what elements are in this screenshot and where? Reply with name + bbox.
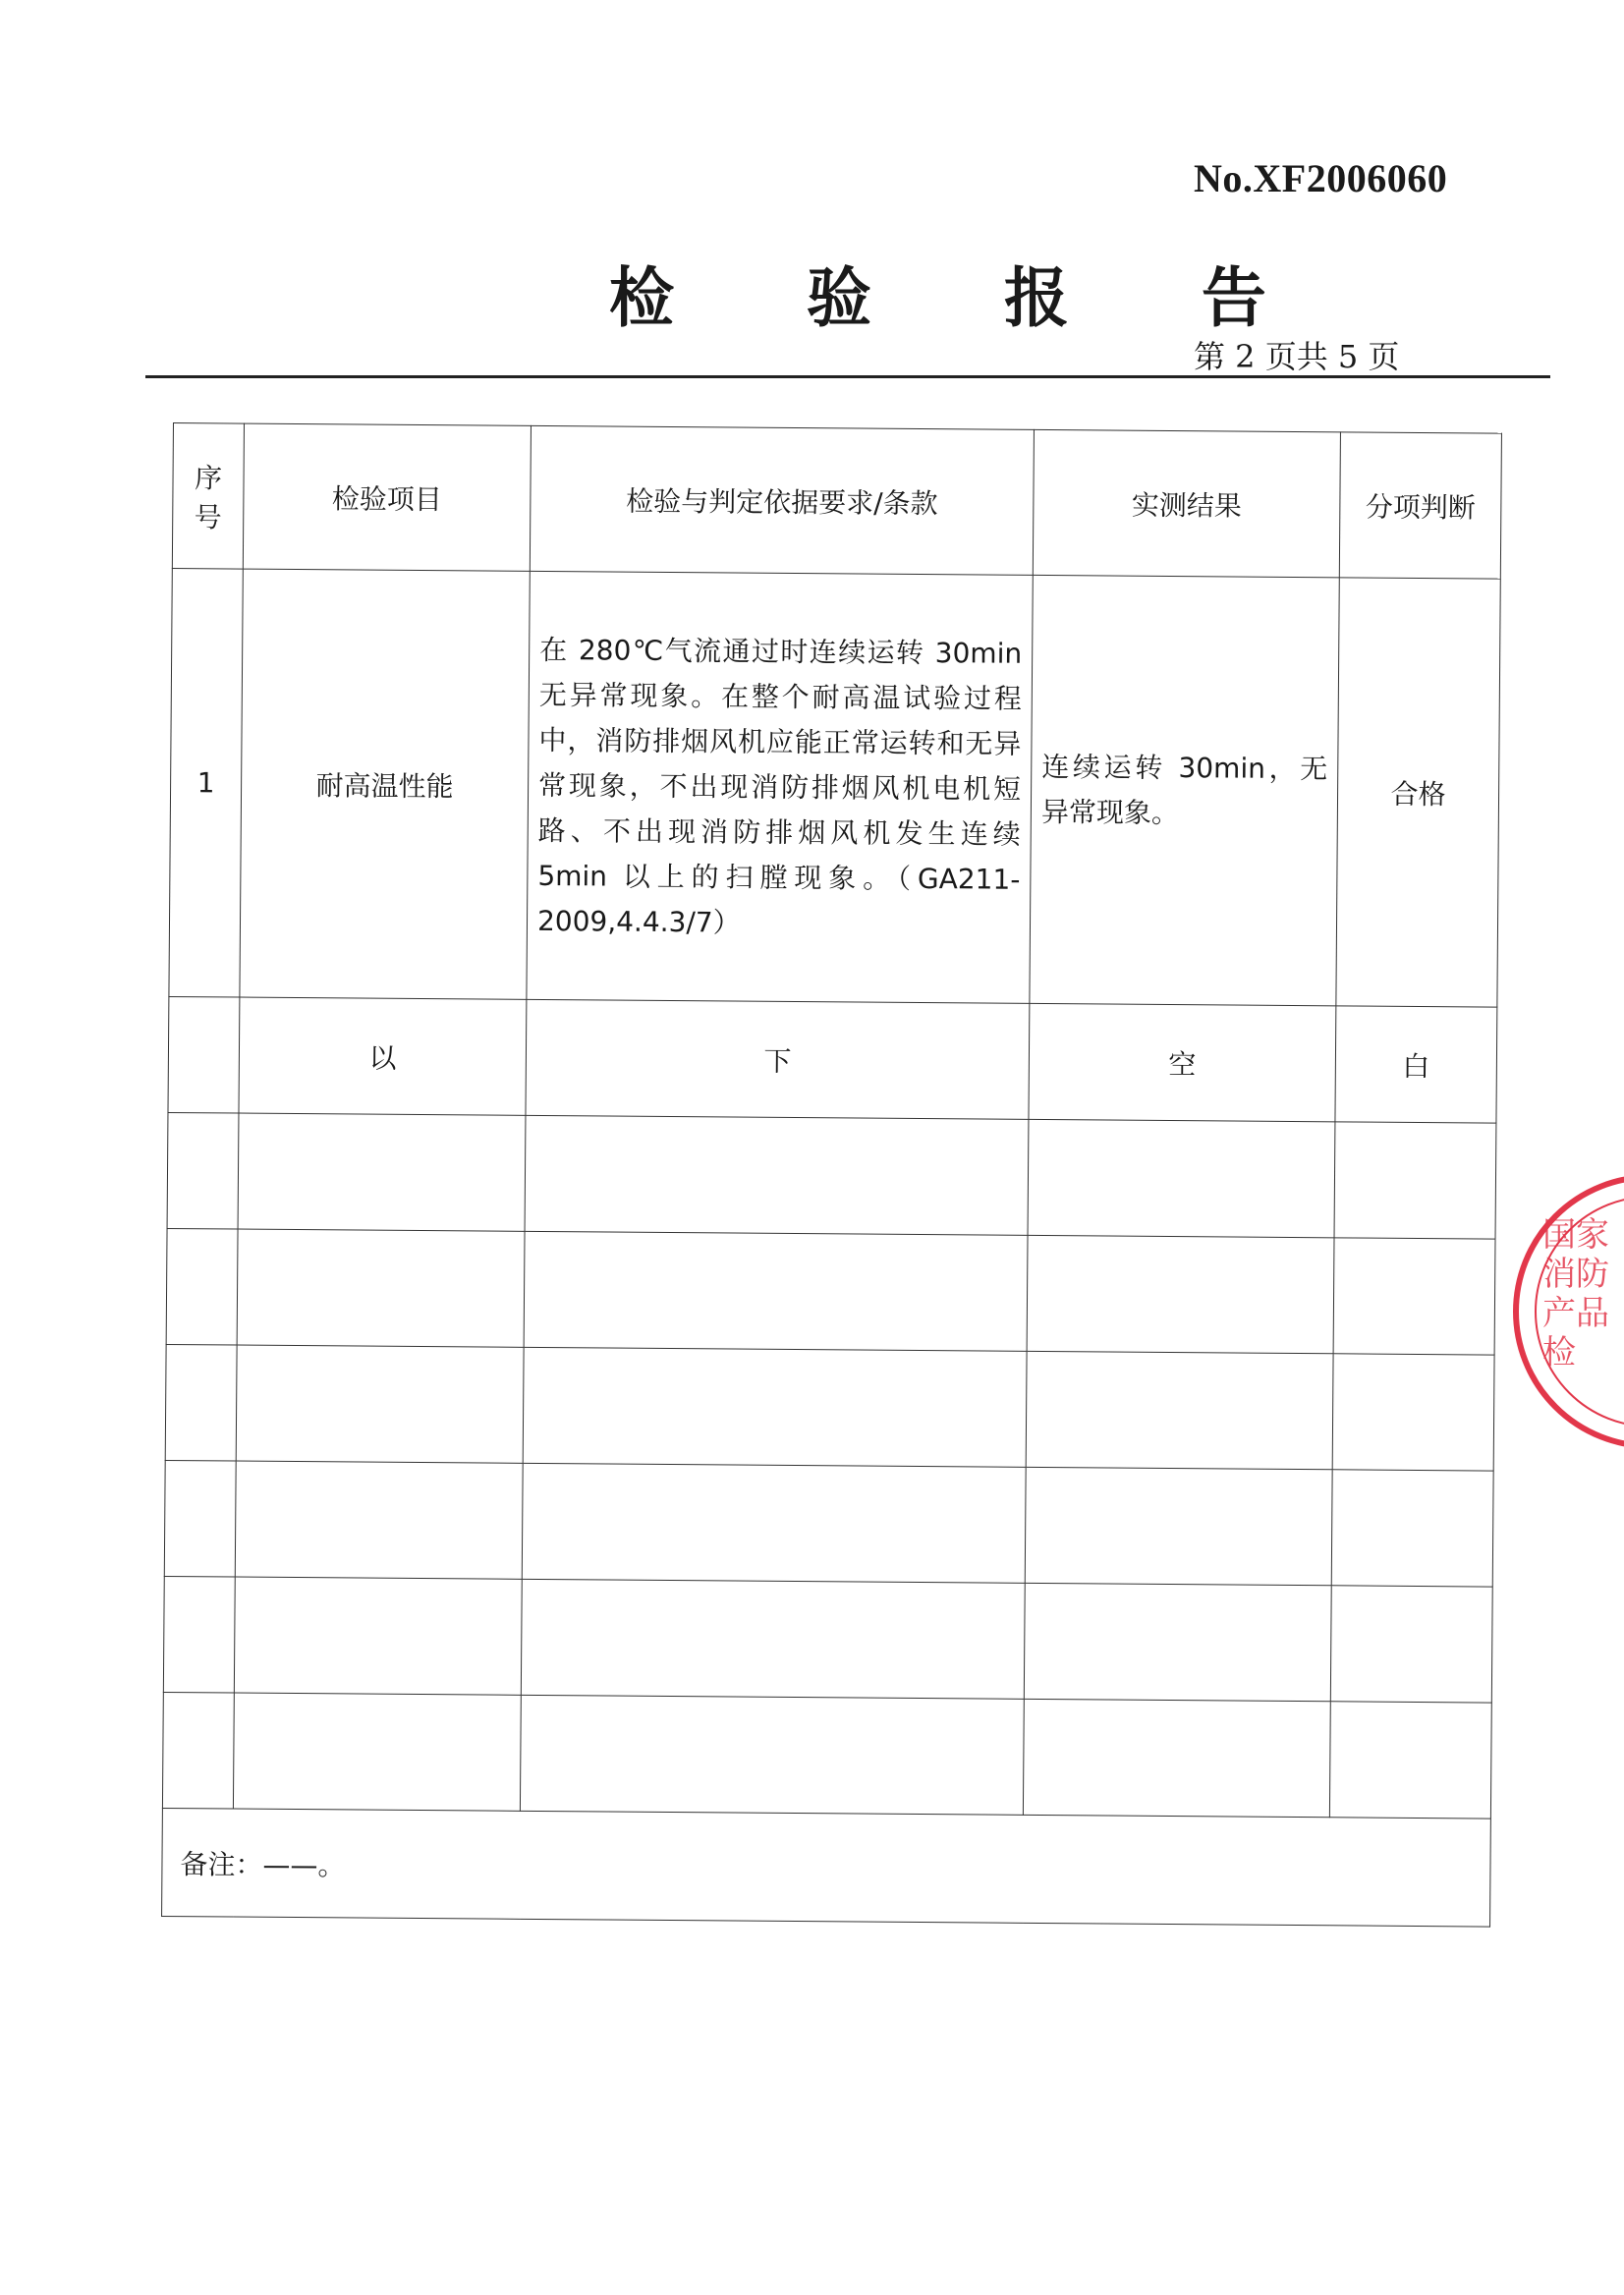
page-indicator: 第 2 页共 5 页 [1194, 338, 1400, 375]
blank-marker-row [168, 996, 1497, 1123]
inspection-table [161, 422, 1502, 1928]
table-row [169, 568, 1500, 1007]
blank-marker: 下 [526, 999, 1030, 1119]
empty-row [165, 1344, 1494, 1471]
column-header: 实测结果 [1033, 429, 1340, 577]
blank-marker: 空 [1029, 1003, 1336, 1121]
report-title: 检 验 报 告 [609, 260, 1321, 336]
column-header: 分项判断 [1339, 432, 1501, 579]
empty-cell [168, 996, 240, 1113]
judgement: 合格 [1336, 578, 1500, 1007]
table-header-row [172, 423, 1501, 580]
inspection-table-container [161, 422, 1502, 1928]
requirement-text: 在 280℃气流通过时连续运转 30min 无异常现象。在整个耐高温试验过程中，消防排烟风机应能正常运转和无异常现象，不出现消防排烟风机电机短路、不出现消防排烟风机发生连续 5min 以上的扫膛现象。（GA211-2009,4.4.3/7） [527, 571, 1033, 1003]
inspection-item: 耐高温性能 [240, 569, 530, 999]
remark-text: 备注：——。 [162, 1808, 1491, 1927]
empty-row [164, 1460, 1493, 1587]
blank-marker: 白 [1335, 1006, 1497, 1123]
blank-marker: 以 [239, 997, 527, 1115]
empty-row [163, 1576, 1492, 1703]
report-number: No.XF2006060 [1194, 156, 1448, 200]
remark-row [162, 1808, 1491, 1927]
column-header: 检验与判定依据要求/条款 [530, 425, 1034, 575]
empty-row [162, 1692, 1491, 1819]
empty-row [166, 1228, 1495, 1355]
empty-row [167, 1112, 1496, 1239]
column-header: 序号 [172, 423, 244, 570]
seal-text: 国家消防产品检 [1542, 1215, 1609, 1372]
official-seal-stamp [1513, 1174, 1624, 1449]
row-index: 1 [169, 568, 243, 997]
measured-result: 连续运转 30min，无异常现象。 [1030, 575, 1339, 1005]
header-divider [145, 375, 1550, 378]
column-header: 检验项目 [243, 423, 531, 571]
